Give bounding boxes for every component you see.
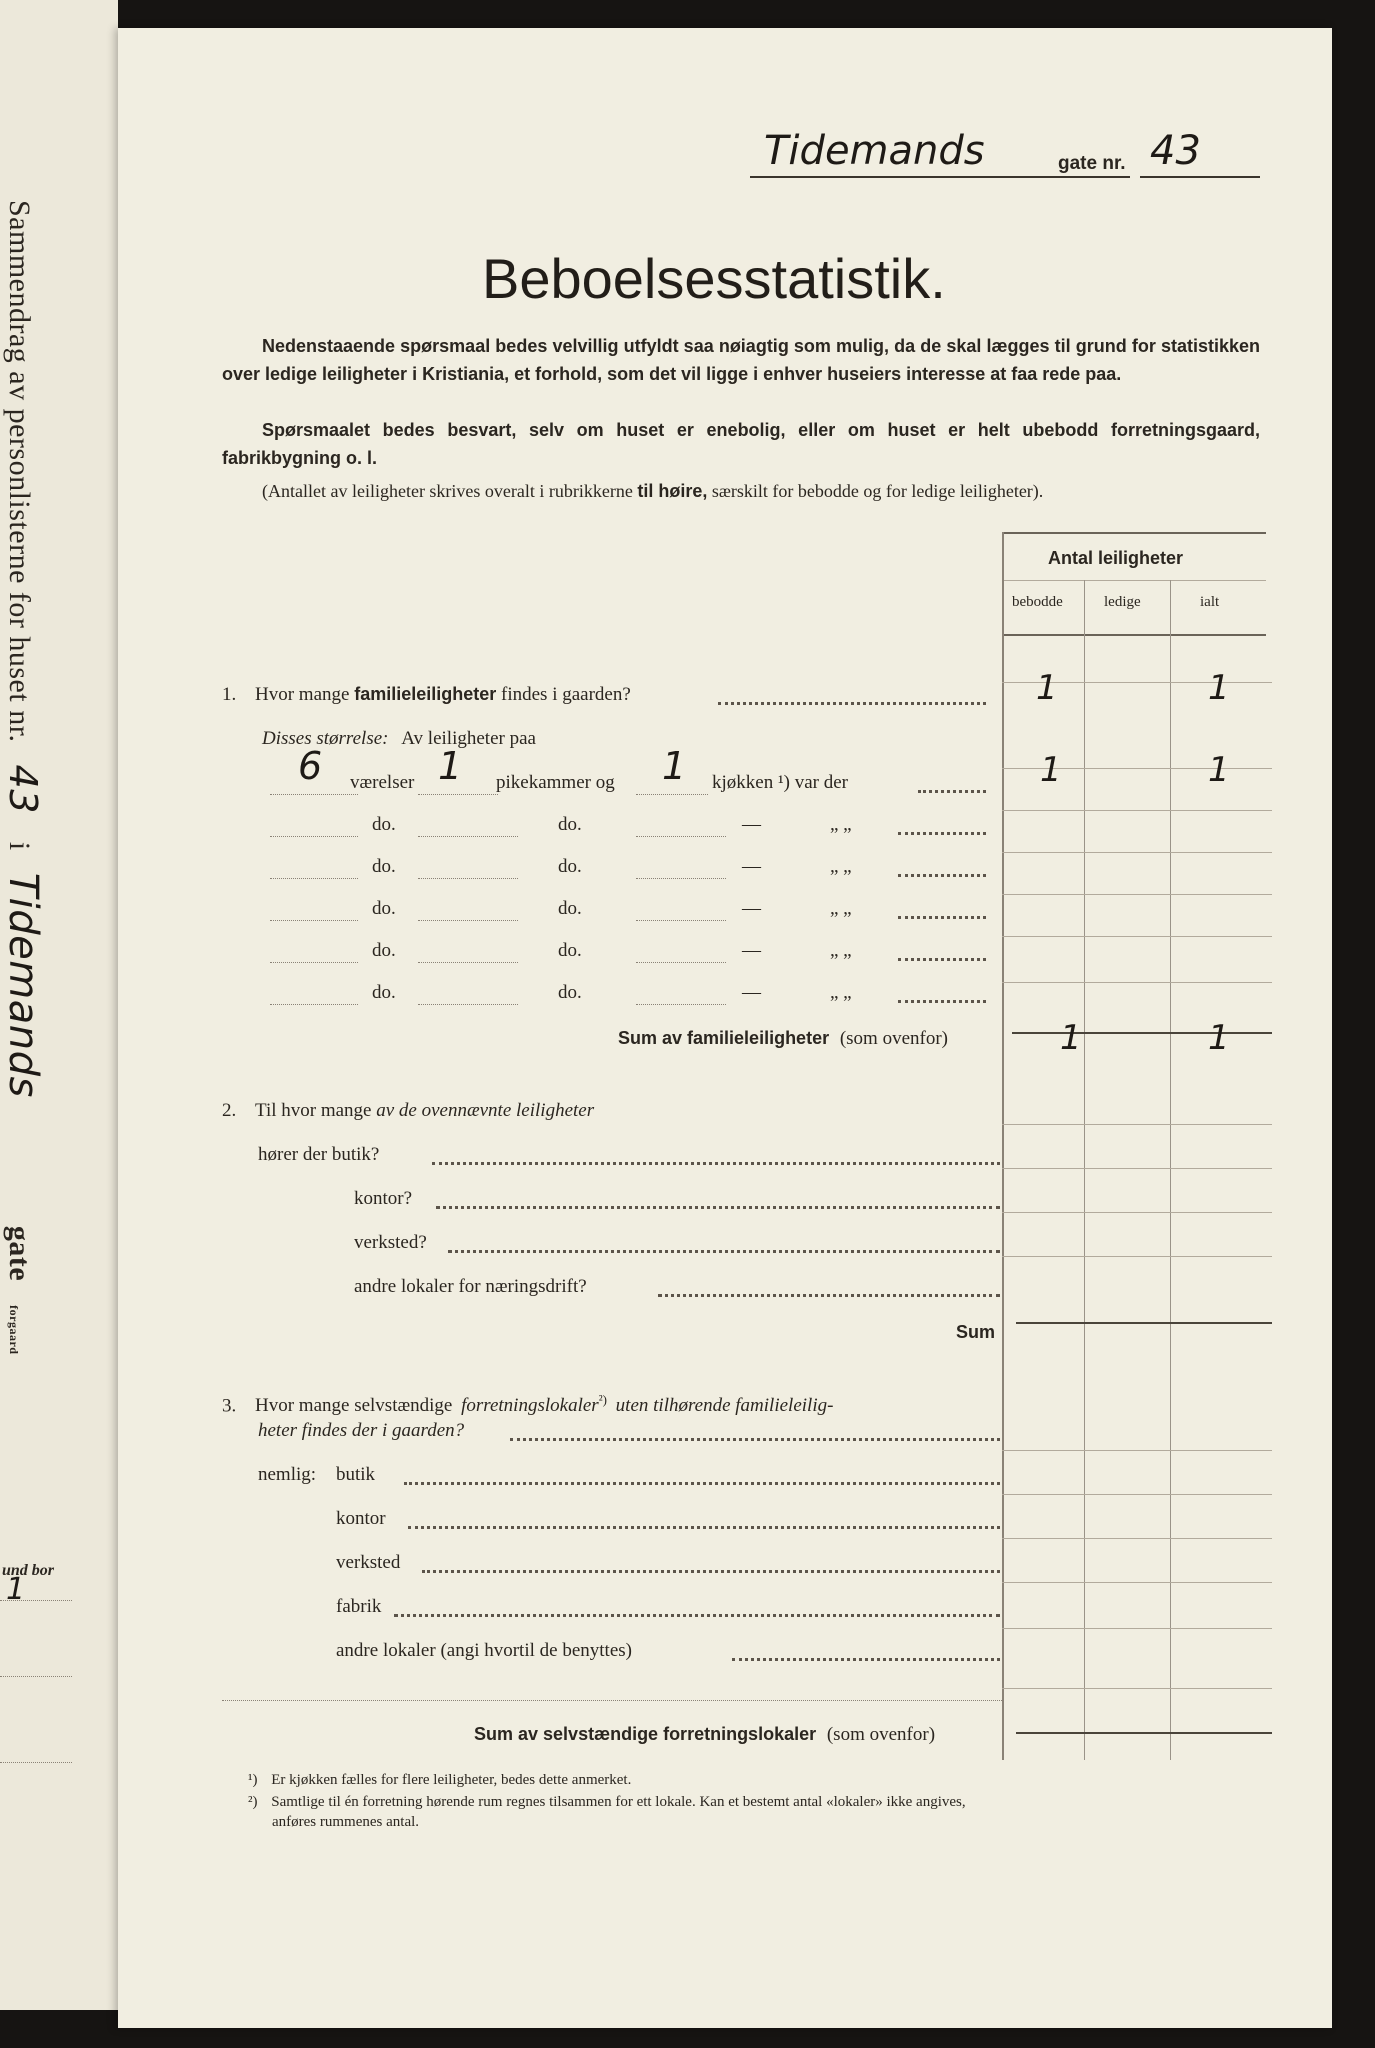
s1-answer-ialt: 1	[1208, 668, 1230, 708]
ditto-row-marks: „ „	[830, 856, 852, 877]
fill-line	[270, 836, 358, 837]
ditto-row-marks: „ „	[830, 940, 852, 961]
margin-line	[0, 1762, 72, 1763]
row-line	[1002, 1450, 1272, 1451]
leader-dots	[898, 916, 986, 919]
row-line	[1002, 936, 1272, 937]
row-line	[1002, 1212, 1272, 1213]
ditto-row-w1: do.	[372, 898, 396, 919]
header-gate-number: 43	[1150, 128, 1201, 174]
row-line	[1002, 982, 1272, 983]
section3-item-kontor: kontor	[336, 1508, 386, 1529]
intro-paragraph-2: Spørsmaalet bedes besvart, selv om huset er enebolig, eller om huset er helt ubebodd forretningsgaard, fabrikbygning o. l.	[222, 420, 1260, 468]
section3-item-fabrik: fabrik	[336, 1596, 382, 1617]
size-label: Disses størrelse: Av leiligheter paa	[262, 728, 536, 749]
col-header-bottom	[1002, 634, 1266, 636]
ditto-row-w1: do.	[372, 856, 396, 877]
fill-line	[418, 920, 518, 921]
fill-line	[418, 962, 518, 963]
row-line	[1002, 852, 1272, 853]
ditto-row-w3: —	[742, 856, 761, 877]
leader-dots	[394, 1614, 1000, 1617]
margin-line	[0, 1676, 72, 1677]
leader-dots	[718, 702, 986, 705]
margin-bakgrund-value: 1	[6, 1572, 26, 1607]
size-row-rooms: 6	[298, 744, 323, 788]
page-title: Beboelsesstatistik.	[482, 247, 946, 310]
table-left-border	[1002, 532, 1004, 1760]
ditto-row-w1: do.	[372, 940, 396, 961]
section1-sum: Sum av familieleiligheter (som ovenfor)	[618, 1028, 948, 1049]
section3-sum: Sum av selvstændige forretningslokaler (som ovenfor)	[474, 1724, 936, 1745]
margin-line	[0, 1600, 72, 1601]
leader-dots	[918, 790, 986, 793]
fill-line	[270, 1004, 358, 1005]
leader-dots	[404, 1482, 1000, 1485]
left-margin-strip	[0, 0, 118, 2010]
ditto-row-w2: do.	[558, 940, 582, 961]
leader-dots	[408, 1526, 1000, 1529]
ditto-row-w2: do.	[558, 898, 582, 919]
ditto-row-w2: do.	[558, 814, 582, 835]
leader-dots	[448, 1250, 1000, 1253]
footnote-1: ¹) Er kjøkken fælles for flere leiligheter, bedes dette anmerket.	[248, 1772, 632, 1788]
leader-dots	[432, 1162, 1000, 1165]
fill-line	[636, 794, 708, 795]
nemlig-label: nemlig:	[258, 1464, 317, 1485]
leader-dots	[898, 1000, 986, 1003]
fill-line	[636, 962, 726, 963]
footnote-2-cont: anføres rummenes antal.	[272, 1814, 420, 1830]
s1-answer-bebodde: 1	[1036, 668, 1058, 708]
header-street-line	[750, 176, 1130, 178]
section3-divider	[222, 1700, 1002, 1701]
leader-dots	[732, 1658, 1000, 1661]
header-street: Tidemands	[764, 128, 985, 174]
section2-item-butik: hører der butik?	[258, 1144, 380, 1165]
fill-line	[636, 1004, 726, 1005]
margin-bakgrund-label: und bor	[2, 1562, 55, 1579]
col-header-ledige: ledige	[1104, 594, 1141, 610]
sum1-border	[1012, 1032, 1272, 1034]
fill-line	[636, 878, 726, 879]
header-gate-label: gate nr.	[1058, 153, 1126, 174]
leader-dots	[898, 832, 986, 835]
vertical-title: Sammendrag av personlisterne for huset nr. 43 i Tidemands gate forgaard	[0, 200, 46, 1355]
row-line	[1002, 1582, 1272, 1583]
fill-line	[270, 920, 358, 921]
fill-line	[418, 836, 518, 837]
ditto-row-w1: do.	[372, 814, 396, 835]
leader-dots	[422, 1570, 1000, 1573]
row-line	[1002, 1688, 1272, 1689]
table-title: Antal leiligheter	[1048, 548, 1184, 568]
ditto-row-w3: —	[742, 814, 761, 835]
fill-line	[418, 1004, 518, 1005]
fill-line	[270, 962, 358, 963]
row-line	[1002, 1494, 1272, 1495]
ditto-row-w1: do.	[372, 982, 396, 1003]
section3-question-cont: heter findes der i gaarden?	[258, 1420, 465, 1441]
section2-question: 2. Til hvor mange av de ovennævnte leiligheter	[222, 1100, 595, 1121]
leader-dots	[898, 874, 986, 877]
row-line	[1002, 810, 1272, 811]
ditto-row-w3: —	[742, 940, 761, 961]
fill-line	[270, 878, 358, 879]
table-col-divider-2	[1170, 580, 1171, 1760]
section3-question: 3. Hvor mange selvstændige forretningslokaler$^{^2)}$ uten tilhørende familieleilig-	[222, 1392, 834, 1417]
leader-dots	[510, 1438, 1000, 1441]
sum3-border	[1016, 1732, 1272, 1734]
fill-line	[270, 794, 358, 795]
size-row-ialt: 1	[1208, 750, 1230, 790]
footnote-2: ²) Samtlige til én forretning hørende rum regnes tilsammen for ett lokale. Kan et bestemt antal «lokaler» ikke angives,	[248, 1794, 966, 1810]
intro-paragraph-1: Nedenstaaende spørsmaal bedes velvillig utfyldt saa nøiagtig som mulig, da de skal lægges til grund for statistikken over ledige leiligheter i Kristiania, et forhold, som det vil ligge i enhver huseiers interesse at faa rede paa.	[222, 336, 1260, 384]
vertical-house-number: 43	[1, 764, 45, 814]
ditto-row-w2: do.	[558, 982, 582, 1003]
section3-item-butik: butik	[336, 1464, 376, 1485]
sum1-bebodde: 1	[1060, 1018, 1082, 1058]
intro-paragraph-3: (Antallet av leiligheter skrives overalt i rubrikkerne til høire, særskilt for bebodde og for ledige leiligheter).	[262, 481, 1044, 501]
form-page	[118, 28, 1332, 2028]
section3-item-verksted: verksted	[336, 1552, 401, 1573]
col-header-ialt: ialt	[1200, 594, 1220, 610]
section2-sum: Sum	[956, 1322, 996, 1342]
row-line	[1002, 1628, 1272, 1629]
ditto-row-marks: „ „	[830, 898, 852, 919]
table-subheader-border	[1002, 580, 1266, 581]
ditto-row-marks: „ „	[830, 814, 852, 835]
fill-line	[636, 920, 726, 921]
leader-dots	[436, 1206, 1000, 1209]
table-col-divider-1	[1084, 580, 1085, 1760]
col-header-bebodde: bebodde	[1012, 594, 1063, 610]
row-line	[1002, 1538, 1272, 1539]
header-gate-line	[1140, 176, 1260, 178]
ditto-row-marks: „ „	[830, 982, 852, 1003]
table-top-border	[1002, 532, 1266, 534]
fill-line	[636, 836, 726, 837]
sum1-ialt: 1	[1208, 1018, 1230, 1058]
row-line	[1002, 1124, 1272, 1125]
section2-item-andre: andre lokaler for næringsdrift?	[354, 1276, 587, 1297]
size-row-word1: værelser	[350, 772, 415, 793]
fill-line	[418, 878, 518, 879]
size-row-kitchen: 1	[662, 744, 687, 788]
fill-line	[418, 794, 498, 795]
ditto-row-w3: —	[742, 982, 761, 1003]
ditto-row-w2: do.	[558, 856, 582, 877]
leader-dots	[658, 1294, 1000, 1297]
sum2-border	[1016, 1322, 1272, 1324]
section3-item-andre: andre lokaler (angi hvortil de benyttes)	[336, 1640, 632, 1661]
section2-item-verksted: verksted?	[354, 1232, 427, 1253]
size-row-maid: 1	[438, 744, 463, 788]
row-line	[1002, 894, 1272, 895]
size-row-bebodde: 1	[1040, 750, 1062, 790]
section2-item-kontor: kontor?	[354, 1188, 413, 1209]
section1-question: 1. Hvor mange familieleiligheter findes i gaarden?	[222, 684, 631, 705]
vertical-street: Tidemands	[0, 872, 46, 1098]
row-line	[1002, 1256, 1272, 1257]
row-line	[1002, 1168, 1272, 1169]
size-row-word2: pikekammer og	[496, 772, 615, 793]
leader-dots	[898, 958, 986, 961]
ditto-row-w3: —	[742, 898, 761, 919]
size-row-word3: kjøkken ¹) var der	[712, 772, 849, 793]
